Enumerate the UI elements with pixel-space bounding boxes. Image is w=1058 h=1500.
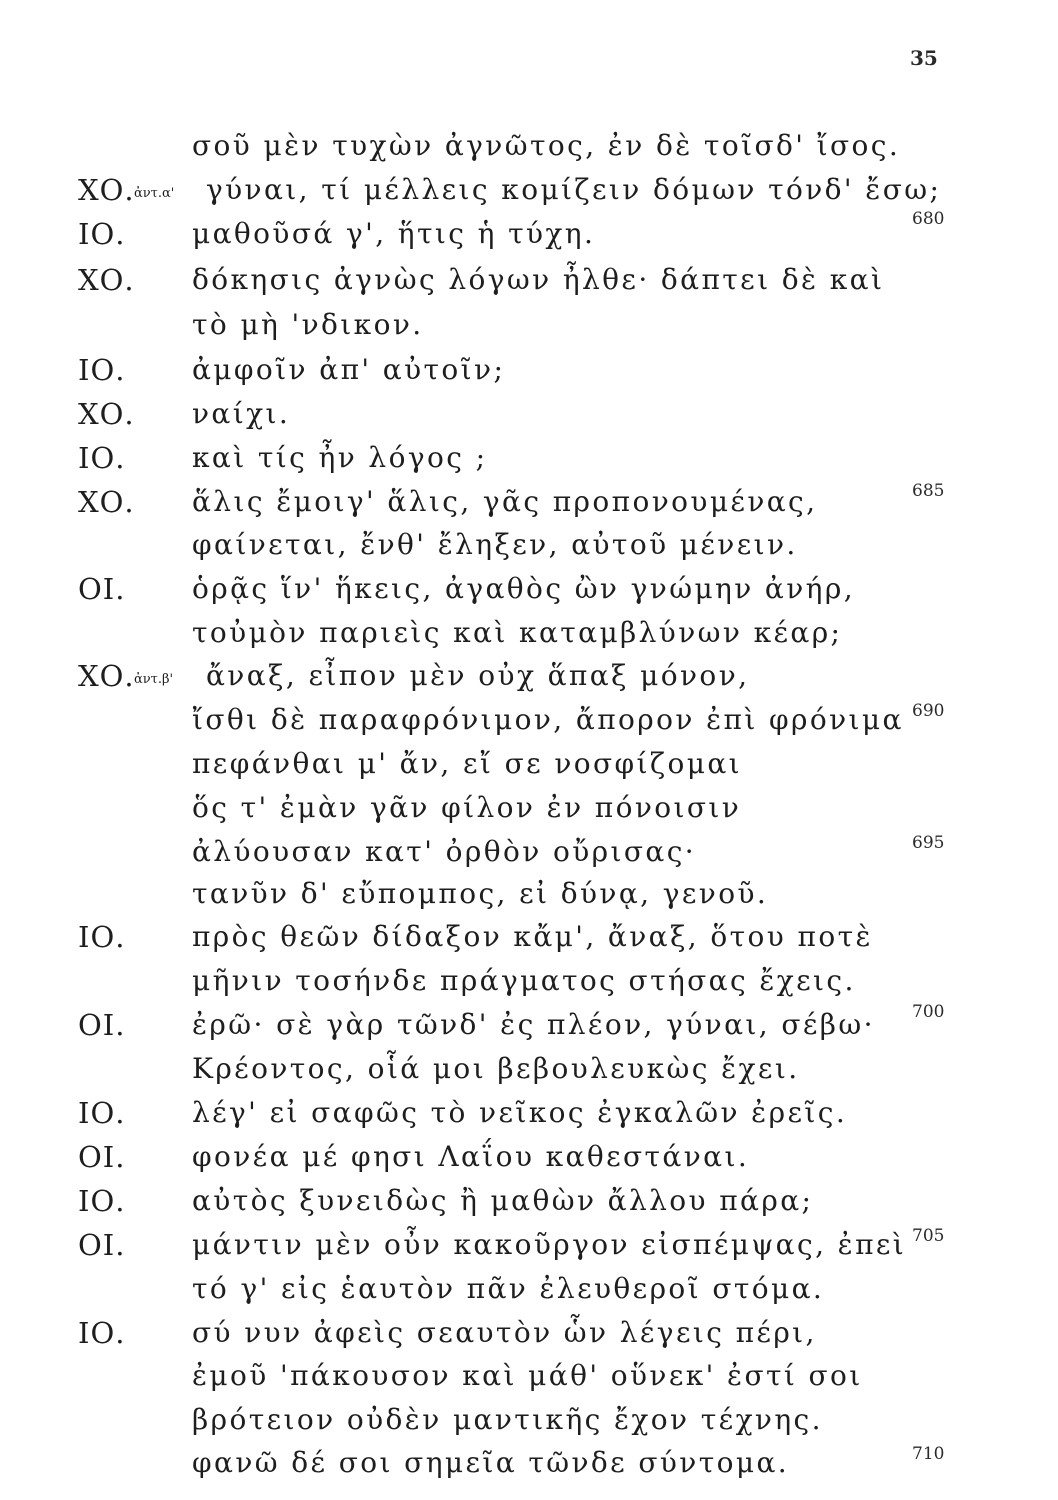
verse-text-line: γύναι, τί μέλλεις κομίζειν δόμων τόνδ' ἔσω; xyxy=(206,173,942,206)
line-number: 685 xyxy=(912,481,945,501)
verse-text-line: ἀλύουσαν κατ' ὀρθὸν οὔρισας· xyxy=(192,835,697,868)
verse-line xyxy=(0,260,1058,300)
speaker-label: ΙΟ. xyxy=(78,1184,126,1218)
verse-text-line: ἀμφοῖν ἀπ' αὐτοῖν; xyxy=(192,353,506,386)
speaker-label: ΙΟ. xyxy=(78,217,126,251)
verse-text-line: μάντιν μὲν οὖν κακοῦργον εἰσπέμψας, ἐπεὶ xyxy=(192,1228,907,1261)
verse-line xyxy=(0,613,1058,653)
verse-text-line: ὁρᾷς ἵν' ἥκεις, ἀγαθὸς ὢν γνώμην ἀνήρ, xyxy=(192,572,855,605)
verse-text-line: φονέα μέ φησι Λαΐου καθεστάναι. xyxy=(192,1140,750,1173)
verse-line xyxy=(0,438,1058,478)
verse-line xyxy=(0,961,1058,1001)
speaker-label: ΧΟ. xyxy=(78,659,135,693)
speaker-label: ΟΙ. xyxy=(78,1228,126,1262)
speaker-label: ΧΟ. xyxy=(78,173,135,207)
page-number: 35 xyxy=(910,46,938,70)
line-number: 700 xyxy=(912,1002,945,1022)
verse-text-line: τὸ μὴ 'νδικον. xyxy=(192,308,424,341)
verse-text-line: ἐμοῦ 'πάκουσον καὶ μάθ' οὕνεκ' ἐστί σοι xyxy=(192,1359,863,1392)
speaker-label: ΙΟ. xyxy=(78,353,126,387)
line-number: 695 xyxy=(912,833,945,853)
verse-line xyxy=(0,1313,1058,1353)
speaker-label: ΧΟ. xyxy=(78,263,135,297)
verse-line xyxy=(0,1356,1058,1396)
verse-line xyxy=(0,1181,1058,1221)
verse-line xyxy=(0,788,1058,828)
speaker-label: ΧΟ. xyxy=(78,485,135,519)
antistrophe-mark: ἀντ.α' xyxy=(134,186,175,201)
verse-line xyxy=(0,1002,1058,1045)
speaker-label: ΙΟ. xyxy=(78,1096,126,1130)
speaker-label: ΧΟ. xyxy=(78,397,135,431)
verse-line xyxy=(0,1049,1058,1089)
verse-text-line: καὶ τίς ἦν λόγος ; xyxy=(192,441,488,474)
verse-text-line: ἅλις ἔμοιγ' ἅλις, γᾶς προπονουμένας, xyxy=(192,485,818,518)
verse-text-line: ἴσθι δὲ παραφρόνιμον, ἄπορον ἐπὶ φρόνιμα xyxy=(192,703,904,736)
verse-text-line: πεφάνθαι μ' ἄν, εἴ σε νοσφίζομαι xyxy=(192,747,743,780)
verse-text-line: ἄναξ, εἶπον μὲν οὐχ ἅπαξ μόνον, xyxy=(206,659,750,692)
verse-text-line: τοὐμὸν παριεὶς καὶ καταμβλύνων κέαρ; xyxy=(192,616,843,649)
verse-line xyxy=(0,1269,1058,1309)
line-number: 690 xyxy=(912,701,945,721)
verse-line xyxy=(0,350,1058,390)
line-number: 710 xyxy=(912,1444,945,1464)
verse-line xyxy=(0,1443,1058,1483)
verse-text-line: τανῦν δ' εὔπομπος, εἰ δύνᾳ, γενοῦ. xyxy=(192,877,769,910)
verse-text-line: αὐτὸς ξυνειδὼς ἢ μαθὼν ἄλλου πάρα; xyxy=(192,1184,814,1217)
verse-text-line: ναίχι. xyxy=(192,397,291,430)
verse-line xyxy=(0,1137,1058,1177)
verse-text-line: μαθοῦσά γ', ἥτις ἡ τύχη. xyxy=(192,217,596,250)
verse-text-line: λέγ' εἰ σαφῶς τὸ νεῖκος ἐγκαλῶν ἐρεῖς. xyxy=(192,1096,848,1129)
verse-line xyxy=(0,525,1058,565)
verse-text-line: σύ νυν ἀφεὶς σεαυτὸν ὧν λέγεις πέρι, xyxy=(192,1316,817,1349)
verse-text-line: ὅς τ' ἐμὰν γᾶν φίλον ἐν πόνοισιν xyxy=(192,791,742,824)
speaker-label: ΙΟ. xyxy=(78,1316,126,1350)
verse-line xyxy=(0,394,1058,434)
verse-line xyxy=(0,1093,1058,1133)
verse-text-line: μῆνιν τοσήνδε πράγματος στήσας ἔχεις. xyxy=(192,964,856,997)
speaker-label: ΟΙ. xyxy=(78,572,126,606)
verse-text-line: φαίνεται, ἔνθ' ἔληξεν, αὐτοῦ μένειν. xyxy=(192,528,798,561)
verse-line xyxy=(0,744,1058,784)
verse-text-line: Κρέοντος, οἷά μοι βεβουλευκὼς ἔχει. xyxy=(192,1052,800,1085)
verse-line xyxy=(0,209,1058,254)
verse-text-line: βρότειον οὐδὲν μαντικῆς ἔχον τέχνης. xyxy=(192,1403,823,1436)
line-number: 705 xyxy=(912,1226,945,1246)
verse-line xyxy=(0,874,1058,914)
verse-line xyxy=(0,700,1058,740)
verse-line xyxy=(0,1400,1058,1440)
speaker-label: ΟΙ. xyxy=(78,1140,126,1174)
verse-text-line: δόκησις ἀγνὼς λόγων ἦλθε· δάπτει δὲ καὶ xyxy=(192,263,885,296)
verse-line xyxy=(0,482,1058,522)
antistrophe-mark: ἀντ.β' xyxy=(134,672,174,687)
verse-line xyxy=(0,305,1058,345)
verse-text-line: ἐρῶ· σὲ γὰρ τῶνδ' ἐς πλέον, γύναι, σέβω· xyxy=(192,1008,875,1041)
verse-line xyxy=(0,656,1058,696)
verse-text-line: φανῶ δέ σοι σημεῖα τῶνδε σύντομα. xyxy=(192,1446,790,1479)
verse-line xyxy=(0,170,1058,210)
verse-line xyxy=(0,126,1058,166)
verse-text-line: πρὸς θεῶν δίδαξον κἄμ', ἄναξ, ὅτου ποτὲ xyxy=(192,920,873,953)
speaker-label: ΟΙ. xyxy=(78,1008,126,1042)
verse-line xyxy=(0,832,1058,872)
speaker-label: ΙΟ. xyxy=(78,441,126,475)
verse-text-line: τό γ' εἰς ἑαυτὸν πᾶν ἐλευθεροῖ στόμα. xyxy=(192,1272,825,1305)
verse-text-line: σοῦ μὲν τυχὼν ἀγνῶτος, ἐν δὲ τοῖσδ' ἴσος. xyxy=(192,129,901,162)
verse-line xyxy=(0,569,1058,609)
verse-line xyxy=(0,917,1058,957)
line-number: 680 xyxy=(912,209,945,229)
verse-line xyxy=(0,1225,1058,1265)
speaker-label: ΙΟ. xyxy=(78,920,126,954)
